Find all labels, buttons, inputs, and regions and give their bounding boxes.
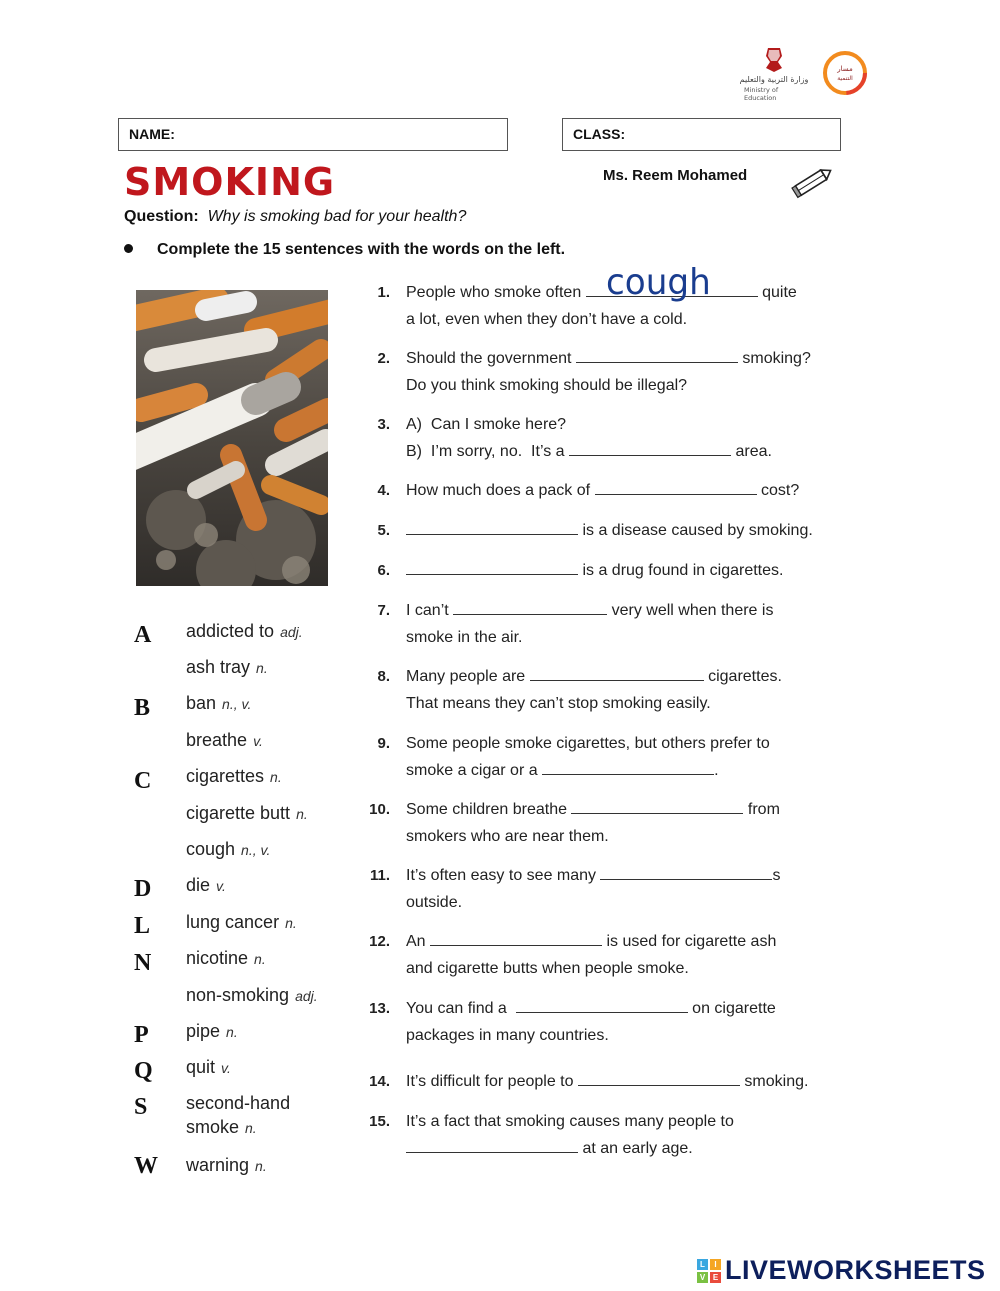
question-3: A) Can I smoke here? B) I’m sorry, no. It’s a area. bbox=[406, 416, 772, 460]
word-bank-item: cigarettes n. bbox=[186, 766, 282, 786]
question-9: Some people smoke cigarettes, but others prefer to smoke a cigar or a . bbox=[406, 735, 770, 779]
answer-blank-12[interactable] bbox=[430, 931, 602, 946]
question-2: Should the government smoking? Do you think smoking should be illegal? bbox=[406, 350, 811, 394]
question-number: 1. bbox=[377, 284, 390, 301]
question-text: Why is smoking bad for your health? bbox=[207, 208, 467, 225]
answer-blank-13[interactable] bbox=[516, 998, 688, 1013]
word-bank-item: nicotine n. bbox=[186, 948, 266, 968]
answer-blank-5[interactable] bbox=[406, 520, 578, 535]
word-bank-letter: C bbox=[134, 768, 152, 794]
cigarette-butts-photo bbox=[136, 290, 328, 586]
question-number: 14. bbox=[369, 1073, 390, 1090]
answer-blank-7[interactable] bbox=[453, 600, 607, 615]
question-number: 2. bbox=[377, 350, 390, 367]
bullet-icon bbox=[124, 244, 133, 253]
answer-blank-8[interactable] bbox=[530, 666, 704, 681]
word-bank-item: ban n., v. bbox=[186, 693, 252, 713]
question-number: 3. bbox=[377, 416, 390, 433]
word-bank-item: non-smoking adj. bbox=[186, 985, 318, 1005]
word-bank-item: second-hand bbox=[186, 1093, 291, 1113]
answer-blank-2[interactable] bbox=[576, 348, 738, 363]
answer-blank-11[interactable] bbox=[600, 865, 772, 880]
question-5: is a disease caused by smoking. bbox=[406, 517, 813, 544]
liveworksheets-logo bbox=[697, 1255, 986, 1286]
svg-text:وزارة التربية والتعليم: وزارة التربية والتعليم bbox=[739, 75, 809, 84]
instruction-text: Complete the 15 sentences with the words on the left. bbox=[157, 241, 566, 258]
name-label: NAME: bbox=[129, 126, 175, 142]
word-bank-letter: L bbox=[134, 913, 151, 939]
question-7: I can’t very well when there is smoke in the air. bbox=[406, 602, 774, 646]
word-bank-item: addicted to adj. bbox=[186, 621, 303, 641]
question-1: People who smoke often quite a lot, even when they don’t have a cold. bbox=[406, 284, 797, 328]
question-number: 15. bbox=[369, 1113, 390, 1130]
question-8: Many people are cigarettes. That means they can’t stop smoking easily. bbox=[406, 668, 782, 712]
question-number: 13. bbox=[369, 1000, 390, 1017]
page-title: SMOKING bbox=[124, 160, 336, 204]
answer-blank-14[interactable] bbox=[578, 1071, 740, 1086]
question-13: You can find a on cigarette packages in many countries. bbox=[406, 1000, 776, 1044]
class-label: CLASS: bbox=[573, 126, 626, 142]
question-11: It’s often easy to see many s outside. bbox=[406, 867, 781, 911]
question-number: 11. bbox=[369, 867, 390, 884]
word-bank-item: lung cancer n. bbox=[186, 912, 297, 932]
question-12: An is used for cigarette ash and cigarette butts when people smoke. bbox=[406, 933, 777, 977]
word-bank-item: die v. bbox=[186, 875, 226, 895]
question-15: It’s a fact that smoking causes many people to at an early age. bbox=[406, 1113, 734, 1157]
word-bank-item: cough n., v. bbox=[186, 839, 271, 859]
class-field[interactable] bbox=[562, 118, 841, 151]
word-bank-letter: B bbox=[134, 695, 151, 721]
answer-blank-15[interactable] bbox=[406, 1138, 578, 1153]
brand-tiles-icon: L I V E bbox=[697, 1259, 721, 1283]
question-number: 9. bbox=[377, 735, 390, 752]
question-4: How much does a pack of cost? bbox=[406, 482, 800, 499]
question-label: Question: bbox=[124, 208, 199, 225]
word-bank-item: smoke n. bbox=[186, 1117, 257, 1137]
question-6: is a drug found in cigarettes. bbox=[406, 557, 783, 584]
answer-blank-9[interactable] bbox=[542, 760, 714, 775]
answer-blank-6[interactable] bbox=[406, 560, 578, 575]
answer-blank-3[interactable] bbox=[569, 441, 731, 456]
svg-text:التنمية: التنمية bbox=[837, 75, 853, 82]
svg-text:مسار: مسار bbox=[837, 65, 853, 73]
word-bank-item: cigarette butt n. bbox=[186, 803, 308, 823]
word-bank-item: ash tray n. bbox=[186, 657, 268, 677]
answer-blank-10[interactable] bbox=[571, 799, 743, 814]
question-10: Some children breathe from smokers who are near them. bbox=[406, 801, 780, 845]
word-bank-letter: W bbox=[134, 1153, 158, 1179]
word-bank-item: quit v. bbox=[186, 1057, 231, 1077]
word-bank-letter: N bbox=[134, 950, 152, 976]
word-bank-letter: Q bbox=[134, 1058, 153, 1084]
word-bank-letter: P bbox=[134, 1022, 149, 1048]
word-bank-letter: S bbox=[134, 1094, 148, 1120]
question-number: 7. bbox=[377, 602, 390, 619]
question-14: It’s difficult for people to smoking. bbox=[406, 1073, 809, 1090]
answer-blank-4[interactable] bbox=[595, 480, 757, 495]
brand-text: LIVEWORKSHEETS bbox=[725, 1255, 986, 1285]
name-field[interactable] bbox=[118, 118, 508, 151]
word-bank-letter: A bbox=[134, 622, 152, 648]
question-number: 5. bbox=[377, 522, 390, 539]
question-number: 12. bbox=[369, 933, 390, 950]
question-number: 6. bbox=[377, 562, 390, 579]
word-bank-item: pipe n. bbox=[186, 1021, 238, 1041]
word-bank-letter: D bbox=[134, 876, 152, 902]
word-bank-item: breathe v. bbox=[186, 730, 263, 750]
school-badge-logo bbox=[822, 50, 868, 96]
word-bank-item: warning n. bbox=[186, 1155, 267, 1175]
ministry-caption: Ministry of Education bbox=[744, 86, 779, 102]
answer-text-1[interactable]: cough bbox=[606, 262, 711, 303]
question-number: 8. bbox=[377, 668, 390, 685]
question-number: 10. bbox=[369, 801, 390, 818]
teacher-name: Ms. Reem Mohamed bbox=[603, 167, 748, 184]
pencil-icon bbox=[790, 162, 836, 202]
instruction bbox=[124, 241, 565, 259]
ministry-logo bbox=[738, 46, 810, 102]
question-number: 4. bbox=[377, 482, 390, 499]
question-line bbox=[124, 208, 466, 226]
